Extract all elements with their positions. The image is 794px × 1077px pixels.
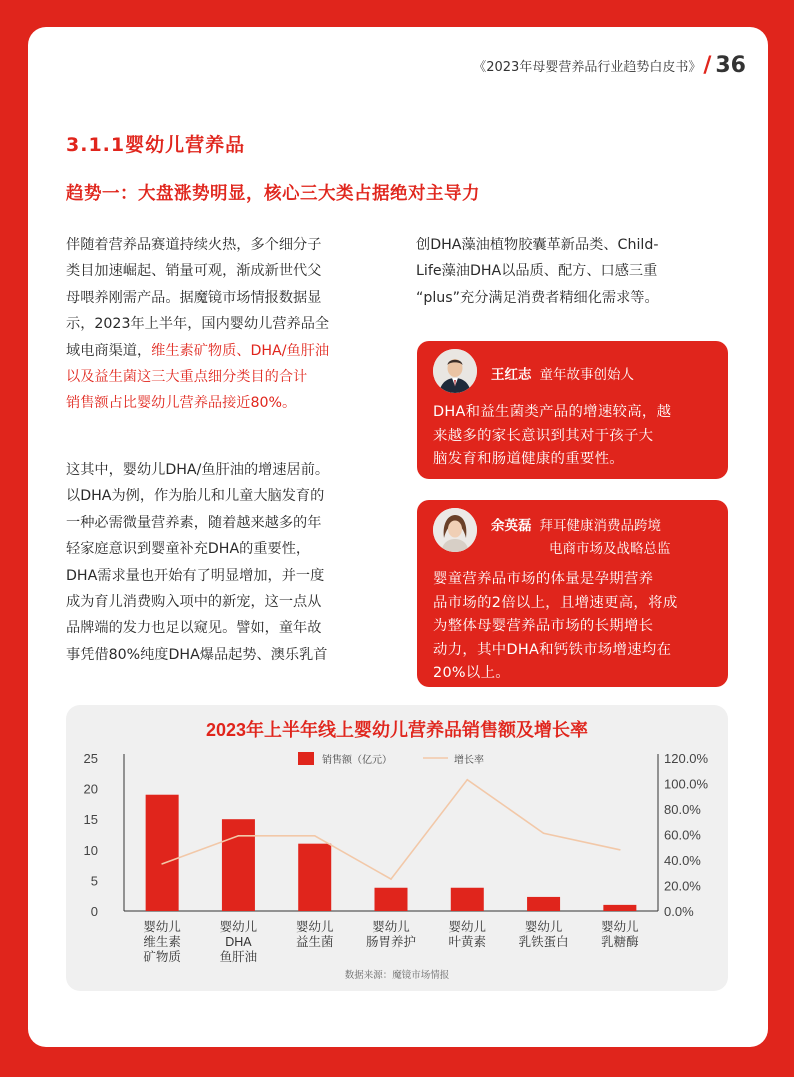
category-label: 婴幼儿	[524, 920, 563, 934]
section-title: 3.1.1婴幼儿营养品	[66, 134, 246, 156]
category-label: DHA	[225, 935, 252, 949]
quote-line: 20%以上。	[433, 665, 510, 681]
quote-text	[433, 401, 714, 472]
bar-2	[298, 844, 331, 911]
left-paragraph-1	[66, 232, 382, 417]
category-label: 叶黄素	[448, 935, 487, 949]
right-tick-label: 0.0%	[664, 904, 694, 919]
para-line: 创DHA藻油植物胶囊革新品类、Child-	[416, 237, 659, 253]
para-line: 一种必需微量营养素，随着越来越多的年	[66, 514, 322, 531]
category-label: 乳铁蛋白	[518, 935, 569, 949]
para-highlight-line: 销售额占比婴幼儿营养品接近80%。	[66, 395, 297, 412]
speaker-role-line2: 电商市场及战略总监	[549, 541, 671, 557]
para-line: 品牌端的发力也足以窥见。譬如，童年故	[66, 620, 322, 637]
speaker-name: 王红志	[491, 367, 532, 383]
quote-card-wang	[417, 341, 728, 479]
quote-line: 品市场的2倍以上，且增速更高，将成	[433, 594, 678, 611]
left-tick-label: 10	[83, 842, 98, 858]
category-label: 矿物质	[143, 950, 181, 964]
quote-line: 为整体母婴营养品市场的长期增长	[433, 618, 654, 634]
quote-card-yu	[417, 500, 728, 687]
speaker-role: 拜耳健康消费品跨境	[539, 518, 661, 534]
chart-container	[66, 705, 728, 991]
sales-growth-chart	[66, 705, 728, 991]
para-line: 示，2023年上半年，国内婴幼儿营养品全	[66, 316, 330, 333]
bar-3	[375, 888, 408, 911]
bar-5	[527, 897, 560, 911]
header-slash: /	[703, 52, 712, 78]
para-line: 事凭借80%纯度DHA爆品起势、澳乐乳首	[66, 646, 328, 663]
left-tick-label: 15	[83, 812, 98, 828]
para-line: DHA需求量也开始有了明显增加，并一度	[66, 567, 325, 584]
bar-4	[451, 888, 484, 911]
speaker-name: 余英磊	[491, 518, 532, 534]
left-tick-label: 20	[83, 781, 98, 797]
right-tick-label: 60.0%	[664, 827, 701, 843]
category-label: 乳糖酶	[601, 935, 639, 949]
growth-point-5	[543, 832, 545, 834]
right-tick-label: 80.0%	[664, 802, 701, 817]
para-highlight-line: 以及益生菌这三大重点细分类目的合计	[66, 369, 308, 386]
legend-bar-label: 销售额（亿元）	[322, 755, 392, 766]
right-tick-label: 100.0%	[664, 776, 709, 792]
category-label: 婴幼儿	[143, 920, 181, 934]
growth-point-2	[314, 835, 316, 837]
left-paragraph-2	[66, 457, 382, 668]
legend-line-label: 增长率	[454, 755, 484, 766]
trend-title: 趋势一：大盘涨势明显，核心三大类占据绝对主导力	[66, 184, 480, 204]
para-line: 轻家庭意识到婴童补充DHA的重要性，	[66, 541, 311, 558]
quote-line: 动力，其中DHA和钙铁市场增速均在	[433, 641, 672, 658]
para-line: Life藻油DHA以品质、配方、口感三重	[416, 263, 658, 280]
book-title: 《2023年母婴营养品行业趋势白皮书》	[473, 59, 702, 75]
right-tick-label: 40.0%	[664, 853, 701, 868]
para-line: 以DHA为例，作为胎儿和儿童大脑发育的	[66, 488, 325, 505]
person-portrait-icon	[433, 349, 477, 393]
para-line: 类目加速崛起、销量可观，渐成新世代父	[66, 263, 322, 280]
para-line: 伴随着营养品赛道持续火热，多个细分子	[66, 237, 322, 253]
category-label: 婴幼儿	[219, 920, 258, 934]
quote-attribution	[491, 514, 671, 557]
para-highlight: 维生素矿物质、DHA/鱼肝油	[151, 342, 330, 359]
left-tick-label: 5	[90, 873, 98, 889]
category-label: 肠胃养护	[365, 935, 417, 949]
category-label: 婴幼儿	[372, 920, 410, 934]
category-label: 益生菌	[295, 935, 334, 949]
para-text: 域电商渠道，	[66, 342, 152, 359]
quote-line: 婴童营养品市场的体量是孕期营养	[433, 571, 654, 587]
quote-line: 来越多的家长意识到其对于孩子大	[433, 427, 654, 444]
quote-text	[433, 568, 714, 686]
chart-title: 2023年上半年线上婴幼儿营养品销售额及增长率	[205, 720, 589, 740]
bar-0	[146, 795, 179, 911]
category-label: 维生素	[143, 935, 181, 949]
person-portrait-icon	[433, 508, 477, 552]
bar-6	[603, 905, 636, 911]
para-line: 母喂养刚需产品。据魔镜市场情报数据显	[66, 289, 322, 306]
page-number: 36	[715, 52, 746, 78]
bar-1	[222, 819, 255, 911]
growth-point-4	[466, 779, 468, 781]
para-line: 成为育儿消费购入项中的新宠，这一点从	[66, 594, 322, 611]
para-line: 这其中，婴幼儿DHA/鱼肝油的增速居前。	[66, 462, 330, 478]
para-line	[66, 338, 382, 364]
left-tick-label: 25	[83, 751, 98, 766]
category-label: 婴幼儿	[295, 920, 334, 934]
growth-point-3	[390, 878, 392, 880]
para-line: “plus”充分满足消费者精细化需求等。	[416, 289, 659, 306]
right-tick-label: 120.0%	[664, 751, 709, 766]
category-label: 婴幼儿	[601, 920, 639, 934]
right-paragraph	[416, 232, 732, 311]
chart-source: 数据来源：魔镜市场情报	[344, 970, 450, 981]
category-label: 婴幼儿	[448, 920, 487, 934]
page-header	[440, 50, 746, 80]
growth-point-0	[161, 863, 163, 865]
growth-point-6	[619, 849, 621, 851]
avatar-wang	[433, 349, 477, 393]
category-label: 鱼肝油	[219, 950, 258, 964]
growth-point-1	[238, 835, 240, 837]
right-tick-label: 20.0%	[664, 878, 701, 894]
speaker-role: 童年故事创始人	[539, 367, 634, 383]
quote-line: 脑发育和肠道健康的重要性。	[433, 451, 624, 467]
left-tick-label: 0	[90, 904, 98, 919]
quote-attribution	[491, 363, 634, 383]
quote-line: DHA和益生菌类产品的增速较高，越	[433, 404, 672, 420]
avatar-yu	[433, 508, 477, 552]
legend-bar-swatch	[298, 752, 314, 765]
